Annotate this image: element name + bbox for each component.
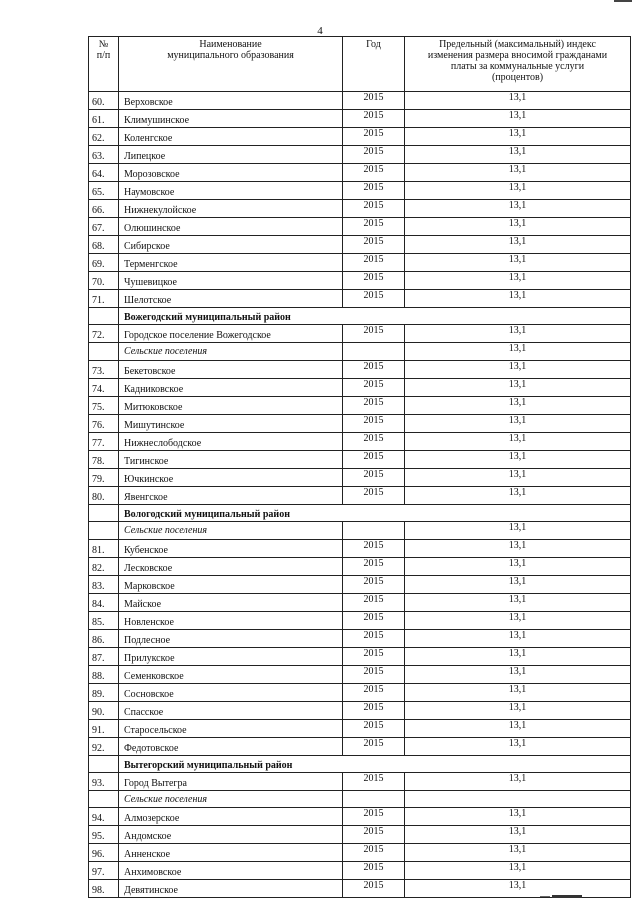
row-year: 2015: [343, 862, 405, 880]
row-index-value: 13,1: [405, 378, 631, 396]
row-index-value: 13,1: [405, 218, 631, 236]
table-row: [89, 218, 631, 236]
table-row: [89, 611, 631, 629]
row-number: 70.: [89, 272, 119, 290]
row-year: 2015: [343, 128, 405, 146]
table-row: [89, 378, 631, 396]
row-number: 91.: [89, 719, 119, 737]
row-number: 67.: [89, 218, 119, 236]
row-index-value: 13,1: [405, 450, 631, 468]
row-number: 69.: [89, 254, 119, 272]
municipality-name: Марковское: [119, 575, 343, 593]
table-row: [89, 272, 631, 290]
section-row: [89, 755, 631, 772]
municipality-name: Кубенское: [119, 539, 343, 557]
row-index-value: 13,1: [405, 880, 631, 898]
municipality-name: Андомское: [119, 826, 343, 844]
row-year: 2015: [343, 539, 405, 557]
subsection-year-cell: [343, 522, 405, 539]
row-year: 2015: [343, 593, 405, 611]
row-number: 83.: [89, 575, 119, 593]
row-year: 2015: [343, 808, 405, 826]
row-index-value: 13,1: [405, 272, 631, 290]
row-index-value: 13,1: [405, 468, 631, 486]
subsection-number-cell: [89, 343, 119, 360]
row-number: 64.: [89, 164, 119, 182]
municipality-name: Алмозерское: [119, 808, 343, 826]
table-row: [89, 683, 631, 701]
row-index-value: 13,1: [405, 575, 631, 593]
row-number: 90.: [89, 701, 119, 719]
row-year: 2015: [343, 236, 405, 254]
section-title: Вытегорский муниципальный район: [119, 755, 631, 772]
row-index-value: 13,1: [405, 539, 631, 557]
table-row: [89, 254, 631, 272]
row-year: 2015: [343, 468, 405, 486]
table-row: [89, 290, 631, 308]
table-row: [89, 128, 631, 146]
row-year: 2015: [343, 665, 405, 683]
header-municipality: Наименование муниципального образования: [119, 37, 343, 92]
row-number: 80.: [89, 486, 119, 504]
row-index-value: 13,1: [405, 396, 631, 414]
row-year: 2015: [343, 396, 405, 414]
row-index-value: 13,1: [405, 128, 631, 146]
municipality-name: Новленское: [119, 611, 343, 629]
table-row: [89, 468, 631, 486]
row-number: 85.: [89, 611, 119, 629]
row-number: 87.: [89, 647, 119, 665]
row-year: 2015: [343, 182, 405, 200]
municipality-name: Липецкое: [119, 146, 343, 164]
subsection-title: Сельские поселения: [119, 790, 343, 807]
row-year: 2015: [343, 629, 405, 647]
municipality-name: Старосельское: [119, 719, 343, 737]
subsection-index-cell: [405, 790, 631, 807]
municipality-name: Шелотское: [119, 290, 343, 308]
municipality-name: Девятинское: [119, 880, 343, 898]
municipality-name: Мишутинское: [119, 414, 343, 432]
row-number: 98.: [89, 880, 119, 898]
row-index-value: 13,1: [405, 629, 631, 647]
municipality-name: Наумовское: [119, 182, 343, 200]
row-index-value: 13,1: [405, 146, 631, 164]
row-year: 2015: [343, 683, 405, 701]
row-index-value: 13,1: [405, 164, 631, 182]
table-row: [89, 575, 631, 593]
row-index-value: 13,1: [405, 290, 631, 308]
subsection-index-cell: 13,1: [405, 343, 631, 360]
row-index-value: 13,1: [405, 432, 631, 450]
subsection-row: [89, 343, 631, 360]
table-row: [89, 146, 631, 164]
row-index-value: 13,1: [405, 737, 631, 755]
subsection-index-cell: 13,1: [405, 522, 631, 539]
section-row: [89, 504, 631, 521]
row-index-value: 13,1: [405, 254, 631, 272]
row-number: 75.: [89, 396, 119, 414]
row-year: 2015: [343, 110, 405, 128]
municipality-name: Кадниковское: [119, 378, 343, 396]
row-number: 97.: [89, 862, 119, 880]
row-year: 2015: [343, 844, 405, 862]
municipality-name: Климушинское: [119, 110, 343, 128]
row-index-value: 13,1: [405, 182, 631, 200]
municipality-name: Семенковское: [119, 665, 343, 683]
header-index: Предельный (максимальный) индекс изменения размера вносимой гражданами платы за коммунальные услуги (процентов): [405, 37, 631, 92]
table-row: [89, 557, 631, 575]
municipality-name: Коленгское: [119, 128, 343, 146]
row-year: 2015: [343, 450, 405, 468]
row-year: 2015: [343, 611, 405, 629]
subsection-year-cell: [343, 343, 405, 360]
row-index-value: 13,1: [405, 683, 631, 701]
section-number-cell: [89, 504, 119, 521]
row-year: 2015: [343, 254, 405, 272]
table-row: [89, 450, 631, 468]
table-row: [89, 92, 631, 110]
municipality-name: Анненское: [119, 844, 343, 862]
row-index-value: 13,1: [405, 665, 631, 683]
row-number: 86.: [89, 629, 119, 647]
header-number: № п/п: [89, 37, 119, 92]
row-year: 2015: [343, 218, 405, 236]
table-row: [89, 593, 631, 611]
row-year: 2015: [343, 647, 405, 665]
table-body: [89, 92, 631, 898]
municipality-name: Нижнекулойское: [119, 200, 343, 218]
table-row: [89, 808, 631, 826]
row-year: 2015: [343, 146, 405, 164]
municipality-name: Нижнеслободское: [119, 432, 343, 450]
row-year: 2015: [343, 360, 405, 378]
section-number-cell: [89, 755, 119, 772]
row-index-value: 13,1: [405, 826, 631, 844]
table-row: [89, 432, 631, 450]
row-year: 2015: [343, 486, 405, 504]
row-year: 2015: [343, 432, 405, 450]
municipality-name: Морозовское: [119, 164, 343, 182]
row-year: 2015: [343, 880, 405, 898]
row-number: 74.: [89, 378, 119, 396]
section-number-cell: [89, 308, 119, 325]
row-index-value: 13,1: [405, 236, 631, 254]
row-index-value: 13,1: [405, 808, 631, 826]
table-row: [89, 844, 631, 862]
row-index-value: 13,1: [405, 92, 631, 110]
row-number: 96.: [89, 844, 119, 862]
municipality-name: Бекетовское: [119, 360, 343, 378]
row-index-value: 13,1: [405, 647, 631, 665]
table-row: [89, 164, 631, 182]
table-row: [89, 629, 631, 647]
row-index-value: 13,1: [405, 844, 631, 862]
row-number: 62.: [89, 128, 119, 146]
table-row: [89, 396, 631, 414]
row-index-value: 13,1: [405, 557, 631, 575]
municipality-name: Сибирское: [119, 236, 343, 254]
row-year: 2015: [343, 290, 405, 308]
row-index-value: 13,1: [405, 862, 631, 880]
row-number: 60.: [89, 92, 119, 110]
row-number: 82.: [89, 557, 119, 575]
row-index-value: 13,1: [405, 486, 631, 504]
row-number: 73.: [89, 360, 119, 378]
row-number: 77.: [89, 432, 119, 450]
row-number: 89.: [89, 683, 119, 701]
row-year: 2015: [343, 325, 405, 343]
section-title: Вологодский муниципальный район: [119, 504, 631, 521]
row-year: 2015: [343, 575, 405, 593]
row-number: 65.: [89, 182, 119, 200]
row-index-value: 13,1: [405, 110, 631, 128]
row-number: 94.: [89, 808, 119, 826]
row-number: 81.: [89, 539, 119, 557]
subsection-title: Сельские поселения: [119, 522, 343, 539]
row-number: 84.: [89, 593, 119, 611]
municipality-name: Подлесное: [119, 629, 343, 647]
row-year: 2015: [343, 92, 405, 110]
row-year: 2015: [343, 826, 405, 844]
table-row: [89, 110, 631, 128]
scan-mark-bottom: [552, 895, 582, 898]
table-row: [89, 862, 631, 880]
municipality-name: Терменгское: [119, 254, 343, 272]
scan-mark-bottom-thin: [540, 896, 550, 897]
table-row: [89, 826, 631, 844]
municipality-name: Городское поселение Вожегодское: [119, 325, 343, 343]
table-header-row: [89, 37, 631, 92]
row-index-value: 13,1: [405, 325, 631, 343]
row-number: 61.: [89, 110, 119, 128]
municipality-name: Ючкинское: [119, 468, 343, 486]
row-index-value: 13,1: [405, 701, 631, 719]
subsection-year-cell: [343, 790, 405, 807]
row-index-value: 13,1: [405, 719, 631, 737]
row-year: 2015: [343, 737, 405, 755]
row-number: 78.: [89, 450, 119, 468]
municipality-name: Федотовское: [119, 737, 343, 755]
table-row: [89, 486, 631, 504]
row-year: 2015: [343, 719, 405, 737]
row-year: 2015: [343, 378, 405, 396]
row-number: 68.: [89, 236, 119, 254]
row-index-value: 13,1: [405, 611, 631, 629]
row-year: 2015: [343, 164, 405, 182]
table-row: [89, 701, 631, 719]
row-number: 71.: [89, 290, 119, 308]
subsection-row: [89, 790, 631, 807]
subsection-number-cell: [89, 790, 119, 807]
table-row: [89, 182, 631, 200]
municipality-name: Сосновское: [119, 683, 343, 701]
municipality-name: Олюшинское: [119, 218, 343, 236]
table-row: [89, 200, 631, 218]
row-year: 2015: [343, 272, 405, 290]
scan-mark-top: [614, 0, 632, 2]
municipality-name: Город Вытегра: [119, 772, 343, 790]
table-row: [89, 360, 631, 378]
row-number: 76.: [89, 414, 119, 432]
table-row: [89, 772, 631, 790]
table-row: [89, 737, 631, 755]
section-title: Вожегодский муниципальный район: [119, 308, 631, 325]
row-number: 93.: [89, 772, 119, 790]
row-index-value: 13,1: [405, 360, 631, 378]
table-row: [89, 539, 631, 557]
row-number: 92.: [89, 737, 119, 755]
row-number: 63.: [89, 146, 119, 164]
tariff-index-table: [88, 36, 631, 898]
municipality-name: Тигинское: [119, 450, 343, 468]
row-year: 2015: [343, 701, 405, 719]
row-year: 2015: [343, 772, 405, 790]
table-row: [89, 719, 631, 737]
municipality-name: Спасское: [119, 701, 343, 719]
row-index-value: 13,1: [405, 414, 631, 432]
row-number: 79.: [89, 468, 119, 486]
section-row: [89, 308, 631, 325]
row-number: 72.: [89, 325, 119, 343]
row-number: 95.: [89, 826, 119, 844]
municipality-name: Майское: [119, 593, 343, 611]
row-index-value: 13,1: [405, 200, 631, 218]
row-index-value: 13,1: [405, 772, 631, 790]
row-year: 2015: [343, 557, 405, 575]
municipality-name: Верховское: [119, 92, 343, 110]
row-number: 66.: [89, 200, 119, 218]
page-number: 4: [317, 25, 323, 37]
row-number: 88.: [89, 665, 119, 683]
subsection-row: [89, 522, 631, 539]
municipality-name: Чушевицкое: [119, 272, 343, 290]
table-row: [89, 325, 631, 343]
municipality-name: Явенгское: [119, 486, 343, 504]
table-row: [89, 414, 631, 432]
subsection-title: Сельские поселения: [119, 343, 343, 360]
row-year: 2015: [343, 414, 405, 432]
table-row: [89, 665, 631, 683]
header-year: Год: [343, 37, 405, 92]
subsection-number-cell: [89, 522, 119, 539]
municipality-name: Лесковское: [119, 557, 343, 575]
municipality-name: Прилукское: [119, 647, 343, 665]
table-row: [89, 647, 631, 665]
row-index-value: 13,1: [405, 593, 631, 611]
row-year: 2015: [343, 200, 405, 218]
municipality-name: Митюковское: [119, 396, 343, 414]
table-row: [89, 236, 631, 254]
municipality-name: Анхимовское: [119, 862, 343, 880]
